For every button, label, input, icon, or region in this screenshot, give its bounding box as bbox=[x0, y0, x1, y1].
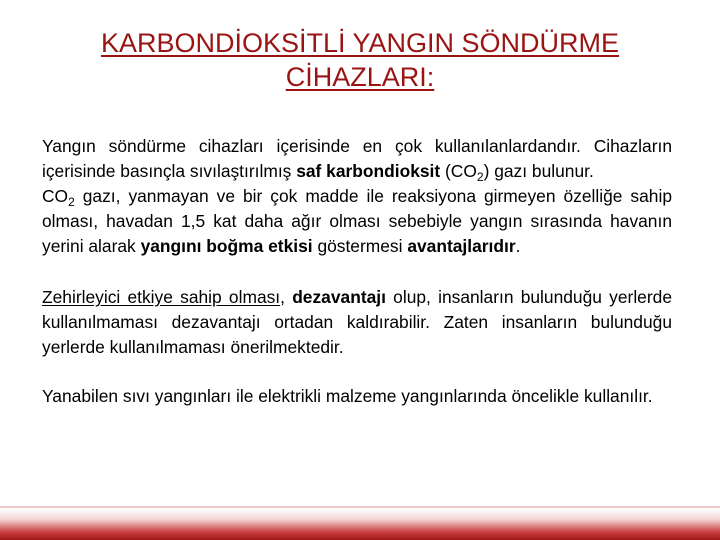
paragraph-advantages bbox=[42, 184, 672, 259]
footer-gradient-bar bbox=[0, 508, 720, 540]
paragraph-disadvantages-bold: dezavantajı bbox=[292, 287, 386, 307]
paragraph-intro-text-3: ) gazı bulunur. bbox=[483, 161, 594, 181]
paragraph-usage bbox=[42, 384, 672, 409]
paragraph-intro-text-2: (CO bbox=[440, 161, 477, 181]
paragraph-usage-text: Yanabilen sıvı yangınları ile elektrikli malzeme yangınlarında öncelikle kullanılır. bbox=[42, 386, 653, 406]
paragraph-intro bbox=[42, 134, 672, 184]
paragraph-intro-text-1: Yangın söndürme cihazları içerisinde en çok kullanılanlardandır. Cihazların içerisinde basınçla sıvılaştırılmış bbox=[42, 136, 672, 181]
paragraph-disadvantages-underlined: Zehirleyici etkiye sahip olması bbox=[42, 287, 281, 307]
paragraph-disadvantages-text-1: , bbox=[280, 287, 293, 307]
paragraph-intro-subscript: 2 bbox=[476, 170, 484, 184]
paragraph-advantages-bold-advantages: avantajlarıdır bbox=[407, 236, 516, 256]
paragraph-disadvantages bbox=[42, 285, 672, 360]
slide-title: KARBONDİOKSİTLİ YANGIN SÖNDÜRME CİHAZLARI: bbox=[100, 28, 620, 92]
paragraph-advantages-text-1: CO bbox=[42, 186, 69, 206]
paragraph-advantages-text-3: göstermesi bbox=[312, 236, 408, 256]
paragraph-advantages-bold-effect: yangını boğma etkisi bbox=[140, 236, 313, 256]
paragraph-intro-bold-co2: saf karbondioksit bbox=[296, 161, 441, 181]
slide-body bbox=[42, 134, 672, 409]
paragraph-advantages-subscript: 2 bbox=[68, 195, 75, 209]
paragraph-advantages-text-2: gazı, yanmayan ve bir çok madde ile reaksiyona girmeyen özelliğe sahip olması, havadan 1,5 kat daha ağır olması sebebiyle yangın sırasında havanın yerini alarak bbox=[42, 186, 672, 256]
paragraph-disadvantages-text-2: olup, insanların bulunduğu yerlerde kullanılmaması dezavantajı ortadan kaldırabilir. Zaten insanların bulunduğu yerlerde kullanılmaması önerilmektedir. bbox=[42, 287, 672, 357]
paragraph-advantages-text-4: . bbox=[515, 236, 521, 256]
